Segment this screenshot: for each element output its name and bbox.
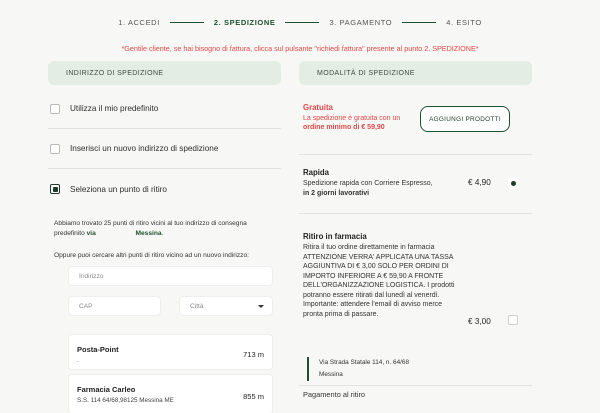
step-accedi[interactable]: 1. ACCEDI bbox=[118, 17, 160, 27]
option-use-default[interactable] bbox=[48, 89, 281, 129]
pickup-point-name: Farmacia Carleo bbox=[77, 385, 136, 394]
address-section-header: INDIRIZZO DI SPEDIZIONE bbox=[48, 61, 281, 85]
pharmacy-store-address: Via Strada Statale 114, n. 64/68 Messina bbox=[307, 357, 409, 381]
search-info-text: Oppure puoi cercare altri punti di ritiro vicino ad un nuovo indirizzo: bbox=[54, 252, 249, 259]
pickup-point-card[interactable] bbox=[68, 374, 273, 413]
step-spedizione[interactable]: 2. SPEDIZIONE bbox=[213, 17, 276, 27]
shipping-address-panel bbox=[48, 61, 281, 404]
rapid-price: € 4,90 bbox=[468, 178, 491, 187]
pharmacy-price: € 3,00 bbox=[468, 317, 491, 326]
pickup-point-distance: 855 m bbox=[243, 392, 264, 401]
pickup-point-address: . bbox=[77, 357, 79, 364]
divider bbox=[299, 154, 532, 155]
rapid-description: Spedizione rapida con Corriere Espresso, in 2 giorni lavorativi bbox=[303, 180, 433, 197]
pickup-info-text: Abbiamo trovato 25 punti di ritiro vicini al tuo indirizzo di consegna predefinito via Messina. bbox=[54, 220, 247, 237]
city-select[interactable]: Città bbox=[179, 296, 273, 316]
option-label: Seleziona un punto di ritiro bbox=[70, 184, 167, 194]
pickup-point-distance: 713 m bbox=[243, 350, 264, 359]
option-label: Inserisci un nuovo indirizzo di spedizione bbox=[70, 144, 219, 153]
payment-on-pickup-label: Pagamento al ritiro bbox=[303, 390, 366, 399]
free-shipping-title: Gratuita bbox=[303, 103, 333, 112]
step-divider bbox=[402, 22, 436, 23]
divider bbox=[299, 213, 532, 214]
rapid-title: Rapida bbox=[303, 168, 329, 177]
shipping-method-panel bbox=[299, 61, 532, 413]
step-divider bbox=[170, 22, 204, 23]
checkout-steps bbox=[0, 14, 600, 30]
checkbox-checked-icon[interactable] bbox=[50, 184, 60, 194]
chevron-down-icon bbox=[258, 305, 264, 308]
step-esito[interactable]: 4. ESITO bbox=[446, 17, 482, 27]
checkbox-icon[interactable] bbox=[50, 104, 60, 114]
pharmacy-title: Ritiro in farmacia bbox=[303, 232, 367, 241]
pickup-point-name: Posta-Point bbox=[77, 345, 119, 354]
pharmacy-description: Ritira il tuo ordine direttamente in farmacia ATTENZIONE VERRA' APPLICATA UNA TASSA AGGIUNTIVA DI € 3,00 SOLO PER ORDINI DI IMPORTO INFERIORE A € 59,90 A FRONTE DELL'ORGANIZZAZIONE LOGISTICA. I prodotti potranno essere ritirati dal lunedì al venerdì. Importante: attendere l'email di avviso merce pronta prima di passare. bbox=[303, 244, 455, 318]
step-divider bbox=[285, 22, 319, 23]
invoice-notice: *Gentile cliente, se hai bisogno di fattura, clicca sul pulsante "richiedi fattura" presente al punto 2. SPEDIZIONE* bbox=[121, 44, 479, 53]
pharmacy-radio[interactable] bbox=[508, 315, 518, 325]
address-input[interactable]: Indirizzo bbox=[68, 266, 273, 286]
divider bbox=[299, 385, 532, 386]
option-label: Utilizza il mio predefinito bbox=[70, 104, 159, 113]
add-products-button[interactable]: AGGIUNGI PRODOTTI bbox=[420, 106, 510, 132]
method-section-header: MODALITÀ DI SPEDIZIONE bbox=[299, 61, 532, 85]
rapid-radio[interactable] bbox=[508, 178, 518, 188]
option-new-address[interactable] bbox=[48, 129, 281, 169]
free-shipping-text: La spedizione è gratuita con un ordine minimo di € 59,90 bbox=[303, 115, 401, 131]
cap-input[interactable]: CAP bbox=[68, 296, 161, 316]
pickup-point-card[interactable] bbox=[68, 334, 273, 370]
option-pickup-point[interactable] bbox=[48, 169, 281, 209]
step-pagamento[interactable]: 3. PAGAMENTO bbox=[329, 17, 393, 27]
checkbox-icon[interactable] bbox=[50, 144, 60, 154]
pickup-point-address: S.S. 114 64/68,98125 Messina ME bbox=[77, 397, 174, 404]
